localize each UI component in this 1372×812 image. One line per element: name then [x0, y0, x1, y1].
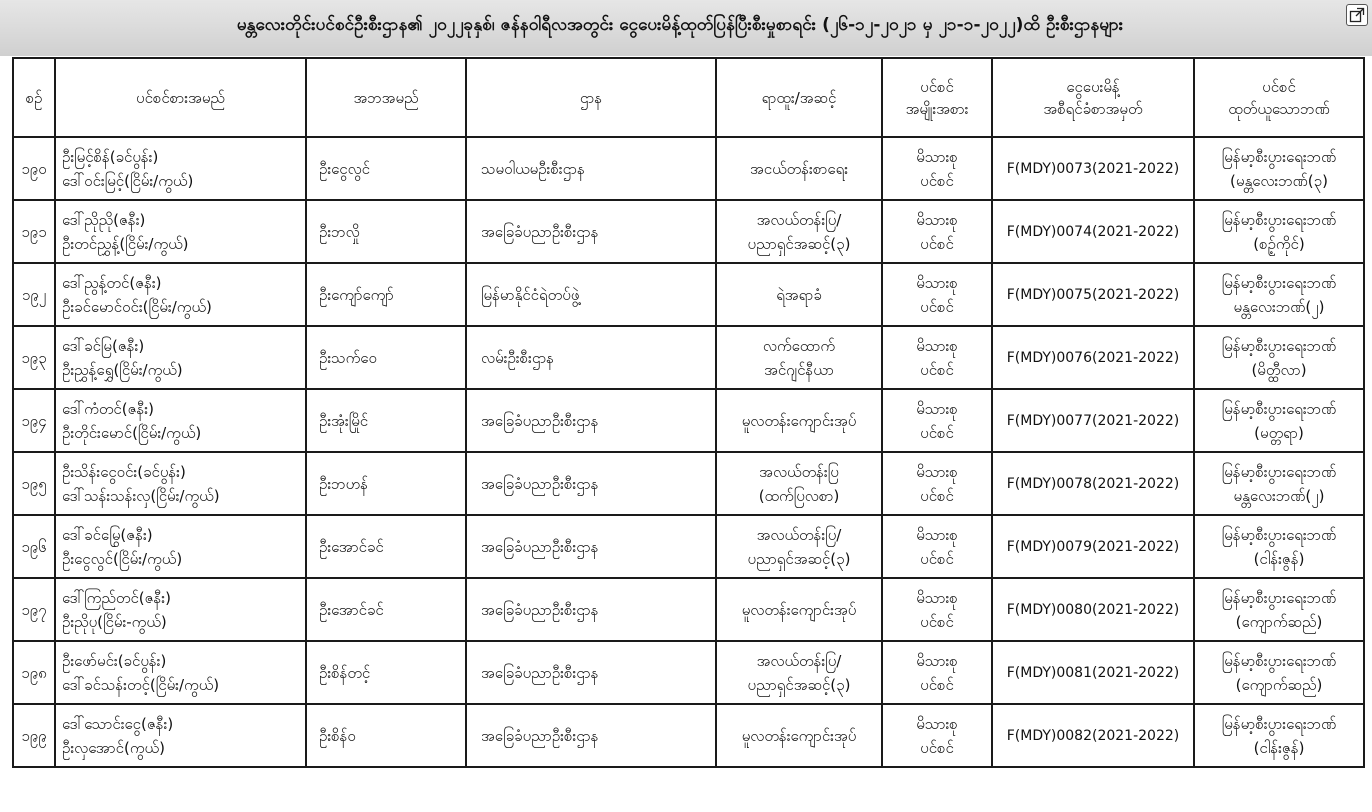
- cell-pension-type-line: ပင်စင်: [920, 297, 954, 316]
- cell-rank: [716, 704, 882, 767]
- cell-father-name-text: ဦးဘဟန်: [319, 474, 369, 493]
- cell-father-name: [306, 263, 466, 326]
- cell-order-number: [992, 389, 1194, 452]
- cell-order-number-text: F(MDY)0078(2021-2022): [1006, 475, 1180, 492]
- cell-rank-line: (ထက်ပြလစာ): [758, 486, 840, 505]
- cell-order-number: [992, 326, 1194, 389]
- cell-pensioner-name-line: ဒေါ်ကံတင်(ဇနီး): [62, 399, 154, 418]
- header-father-name: [306, 58, 466, 137]
- cell-rank-line: ပညာရှင်အဆင့်(၃): [747, 549, 851, 568]
- cell-pension-type: [882, 326, 992, 389]
- cell-pensioner-name: [55, 704, 306, 767]
- cell-order-number-text: F(MDY)0082(2021-2022): [1006, 727, 1180, 744]
- header-serial: [13, 58, 55, 137]
- cell-bank-line: မြန်မာ့စီးပွားရေးဘဏ်: [1221, 399, 1337, 418]
- cell-pension-type-line: ပင်စင်: [920, 612, 954, 631]
- cell-father-name-text: ဦးသက်ဝေ: [319, 348, 377, 367]
- cell-bank-line: (မိတ္ထီလာ): [1251, 360, 1307, 379]
- cell-rank: [716, 389, 882, 452]
- cell-rank-line: အငယ်တန်းစာရေး: [750, 159, 848, 178]
- cell-rank: [716, 137, 882, 200]
- cell-department-text: အခြေခံပညာဦးစီးဌာန: [481, 411, 599, 430]
- cell-department-text: အခြေခံပညာဦးစီးဌာန: [481, 726, 599, 745]
- header-pensioner-name: [55, 58, 306, 137]
- cell-bank: [1194, 263, 1364, 326]
- cell-rank-line: ပညာရှင်အဆင့်(၃): [747, 234, 851, 253]
- header-rank: [716, 58, 882, 137]
- cell-department: [466, 326, 716, 389]
- cell-pensioner-name: [55, 452, 306, 515]
- cell-bank-line: မြန်မာ့စီးပွားရေးဘဏ်: [1221, 588, 1337, 607]
- header-label: ပင်စင်စားအမည်: [136, 88, 225, 107]
- cell-serial-text: ၁၉၂: [21, 285, 47, 304]
- header-label: စဉ်: [25, 88, 43, 107]
- cell-pensioner-name: [55, 200, 306, 263]
- cell-bank: [1194, 137, 1364, 200]
- cell-serial: [13, 326, 55, 389]
- cell-serial: [13, 200, 55, 263]
- cell-department-text: အခြေခံပညာဦးစီးဌာန: [481, 600, 599, 619]
- cell-rank: [716, 326, 882, 389]
- cell-bank-line: မြန်မာ့စီးပွားရေးဘဏ်: [1221, 525, 1337, 544]
- cell-bank-line: (မတ္တရာ): [1254, 423, 1304, 442]
- cell-pensioner-name: [55, 137, 306, 200]
- cell-bank: [1194, 704, 1364, 767]
- cell-department: [466, 389, 716, 452]
- cell-father-name: [306, 326, 466, 389]
- cell-serial: [13, 641, 55, 704]
- cell-serial-text: ၁၉၅: [21, 474, 47, 493]
- cell-pensioner-name: [55, 326, 306, 389]
- cell-father-name-text: ဦးစိန်ဝ: [319, 726, 356, 745]
- header-pension-type: [882, 58, 992, 137]
- cell-rank-line: လက်ထောက်: [762, 336, 836, 355]
- cell-department: [466, 200, 716, 263]
- header-label: ဌာန: [579, 88, 603, 107]
- cell-pensioner-name-line: ဒေါ်ညိုညို(ဇနီး): [62, 210, 146, 229]
- cell-pension-type-line: ပင်စင်: [920, 486, 954, 505]
- cell-order-number-text: F(MDY)0075(2021-2022): [1006, 286, 1180, 303]
- cell-serial-text: ၁၉၁: [21, 222, 47, 241]
- table-row: [13, 263, 1364, 326]
- cell-serial-text: ၁၉၆: [21, 537, 47, 556]
- cell-father-name: [306, 515, 466, 578]
- cell-pension-type-line: ပင်စင်: [920, 549, 954, 568]
- header-label: အမျိုးအစား: [905, 99, 969, 118]
- header-department: [466, 58, 716, 137]
- cell-father-name-text: ဦးစိန်တင့်: [319, 663, 371, 682]
- cell-pension-type-line: ပင်စင်: [920, 675, 954, 694]
- cell-father-name: [306, 578, 466, 641]
- table-row: [13, 137, 1364, 200]
- cell-pension-type: [882, 641, 992, 704]
- cell-serial-text: ၁၉၃: [21, 348, 47, 367]
- cell-rank: [716, 515, 882, 578]
- cell-bank: [1194, 452, 1364, 515]
- cell-bank-line: မြန်မာ့စီးပွားရေးဘဏ်: [1221, 651, 1337, 670]
- header-label: ပင်စင်: [920, 77, 954, 96]
- cell-rank-line: အလယ်တန်းပြ/: [756, 651, 842, 670]
- cell-pension-type-line: မိသားစု: [916, 399, 958, 418]
- pension-table: [12, 57, 1365, 768]
- cell-order-number-text: F(MDY)0077(2021-2022): [1006, 412, 1180, 429]
- cell-pension-type-line: မိသားစု: [916, 525, 958, 544]
- cell-rank-line: မူလတန်းကျောင်းအုပ်: [741, 411, 857, 430]
- cell-serial-text: ၁၉၇: [21, 600, 47, 619]
- cell-pensioner-name-line: ဦးဖော်မင်း(ခင်ပွန်း): [62, 651, 167, 670]
- cell-serial: [13, 137, 55, 200]
- cell-bank-line: (ကျောက်ဆည်): [1235, 675, 1323, 694]
- cell-rank: [716, 200, 882, 263]
- header-order-number: [992, 58, 1194, 137]
- header-label: ပင်စင်: [1262, 77, 1296, 96]
- cell-serial: [13, 263, 55, 326]
- cell-serial: [13, 704, 55, 767]
- cell-bank: [1194, 200, 1364, 263]
- table-row: [13, 452, 1364, 515]
- cell-pensioner-name-line: ဦးငွေလွင်(ငြိမ်း/ကွယ်): [62, 549, 183, 568]
- cell-pension-type: [882, 137, 992, 200]
- cell-pensioner-name-line: ဒေါ်သောင်းငွေ(ဇနီး): [62, 714, 174, 733]
- cell-pension-type-line: မိသားစု: [916, 147, 958, 166]
- cell-pensioner-name: [55, 263, 306, 326]
- cell-pension-type-line: ပင်စင်: [920, 423, 954, 442]
- cell-pensioner-name-line: ဦးညိုပု(ငြိမ်း-ကွယ်): [62, 612, 167, 631]
- cell-pensioner-name: [55, 641, 306, 704]
- cell-pensioner-name: [55, 515, 306, 578]
- cell-rank-line: မူလတန်းကျောင်းအုပ်: [741, 726, 857, 745]
- cell-pensioner-name-line: ဒေါ်ခင်သန်းတင့်(ငြိမ်း/ကွယ်): [62, 675, 220, 694]
- cell-serial: [13, 515, 55, 578]
- cell-order-number-text: F(MDY)0079(2021-2022): [1006, 538, 1180, 555]
- cell-serial-text: ၁၉၀: [21, 159, 47, 178]
- cell-department-text: အခြေခံပညာဦးစီးဌာန: [481, 537, 599, 556]
- cell-department: [466, 515, 716, 578]
- cell-pension-type-line: မိသားစု: [916, 462, 958, 481]
- cell-order-number-text: F(MDY)0074(2021-2022): [1006, 223, 1180, 240]
- cell-father-name: [306, 452, 466, 515]
- cell-rank: [716, 263, 882, 326]
- cell-serial: [13, 452, 55, 515]
- cell-order-number: [992, 263, 1194, 326]
- cell-rank-line: အလယ်တန်းပြ: [759, 462, 839, 481]
- cell-department-text: အခြေခံပညာဦးစီးဌာန: [481, 474, 599, 493]
- external-window-icon[interactable]: [1346, 4, 1368, 26]
- cell-bank-line: (ကျောက်ဆည်): [1235, 612, 1323, 631]
- cell-pension-type: [882, 200, 992, 263]
- document-title: မန္တလေးတိုင်းပင်စင်ဦးစီးဌာန၏ ၂၀၂၂ခုနှစ်၊ ဇန်နဝါရီလအတွင်း ငွေပေးမိန့်ထုတ်ပြန်ပြီးစီးမှုစာရင်း (၂၆-၁၂-၂၀၂၁ မှ ၂၁-၁-၂၀၂၂)ထိ ဦးစီးဌာနများ: [236, 15, 1124, 35]
- cell-pensioner-name-line: ဦးသိန်းငွေဝင်း(ခင်ပွန်း): [62, 462, 186, 481]
- cell-pension-type: [882, 452, 992, 515]
- cell-pensioner-name: [55, 389, 306, 452]
- cell-department: [466, 452, 716, 515]
- cell-pension-type-line: မိသားစု: [916, 273, 958, 292]
- title-bar: [0, 0, 1372, 56]
- cell-bank-line: (မန္တလေးဘဏ်(၃): [1230, 171, 1328, 190]
- cell-department-text: အခြေခံပညာဦးစီးဌာန: [481, 663, 599, 682]
- cell-pension-type: [882, 389, 992, 452]
- cell-rank-line: အလယ်တန်းပြ/: [756, 525, 842, 544]
- cell-department: [466, 263, 716, 326]
- cell-pensioner-name: [55, 578, 306, 641]
- cell-rank: [716, 641, 882, 704]
- cell-order-number-text: F(MDY)0073(2021-2022): [1006, 160, 1180, 177]
- cell-bank-line: မြန်မာ့စီးပွားရေးဘဏ်: [1221, 273, 1337, 292]
- cell-father-name-text: ဦးအုံးမြိုင်: [319, 411, 369, 430]
- cell-father-name: [306, 389, 466, 452]
- cell-serial-text: ၁၉၄: [21, 411, 47, 430]
- header-label: ရာထူး/အဆင့်: [761, 88, 837, 107]
- cell-pension-type: [882, 263, 992, 326]
- cell-department: [466, 137, 716, 200]
- cell-pensioner-name-line: ဦးခင်မောင်ဝင်း(ငြိမ်း/ကွယ်): [62, 297, 212, 316]
- table-body: [13, 137, 1364, 767]
- cell-bank-line: မြန်မာ့စီးပွားရေးဘဏ်: [1221, 147, 1337, 166]
- cell-pension-type-line: မိသားစု: [916, 210, 958, 229]
- cell-bank-line: (ငါန်းဇွန်): [1253, 738, 1305, 757]
- cell-order-number-text: F(MDY)0080(2021-2022): [1006, 601, 1180, 618]
- cell-serial-text: ၁၉၈: [21, 663, 47, 682]
- cell-pension-type-line: ပင်စင်: [920, 360, 954, 379]
- cell-father-name: [306, 704, 466, 767]
- table-row: [13, 326, 1364, 389]
- cell-pensioner-name-line: ဦးတိုင်းမောင်(ငြိမ်း/ကွယ်): [62, 423, 202, 442]
- cell-pension-type-line: မိသားစု: [916, 714, 958, 733]
- cell-pension-type: [882, 704, 992, 767]
- cell-rank-line: ပညာရှင်အဆင့်(၃): [747, 675, 851, 694]
- cell-pension-type-line: မိသားစု: [916, 651, 958, 670]
- cell-department-text: သမဝါယမဦးစီးဌာန: [481, 159, 585, 178]
- cell-pensioner-name-line: ဒေါ်ခင်မြွေ(ဇနီး): [62, 525, 153, 544]
- cell-pension-type: [882, 515, 992, 578]
- header-label: ထုတ်ယူသောဘဏ်: [1228, 99, 1330, 118]
- cell-pension-type-line: မိသားစု: [916, 588, 958, 607]
- cell-order-number: [992, 452, 1194, 515]
- cell-rank-line: အလယ်တန်းပြ/: [756, 210, 842, 229]
- cell-father-name-text: ဦးကျော်ကျော်: [319, 285, 394, 304]
- cell-serial: [13, 389, 55, 452]
- cell-order-number: [992, 704, 1194, 767]
- cell-pensioner-name-line: ဒေါ်ညွန့်တင်(ဇနီး): [62, 273, 162, 292]
- cell-pensioner-name-line: ဦးလှအောင်(ကွယ်): [62, 738, 165, 757]
- cell-bank: [1194, 578, 1364, 641]
- cell-rank-line: မူလတန်းကျောင်းအုပ်: [741, 600, 857, 619]
- cell-father-name-text: ဦးငွေလွင်: [319, 159, 370, 178]
- cell-father-name-text: ဦးဘလှို: [319, 222, 360, 241]
- cell-pension-type-line: ပင်စင်: [920, 171, 954, 190]
- cell-pension-type: [882, 578, 992, 641]
- cell-order-number-text: F(MDY)0076(2021-2022): [1006, 349, 1180, 366]
- cell-pensioner-name-line: ဦးတင်ညွှန့်(ငြိမ်း/ကွယ်): [62, 234, 189, 253]
- cell-father-name: [306, 641, 466, 704]
- header-label: အစီရင်ခံစာအမှတ်: [1043, 99, 1143, 118]
- cell-bank-line: မြန်မာ့စီးပွားရေးဘဏ်: [1221, 210, 1337, 229]
- cell-bank-line: မြန်မာ့စီးပွားရေးဘဏ်: [1221, 714, 1337, 733]
- cell-order-number: [992, 641, 1194, 704]
- cell-pensioner-name-line: ဒေါ်ခင်မြ(ဇနီး): [62, 336, 145, 355]
- table-row: [13, 515, 1364, 578]
- cell-bank: [1194, 389, 1364, 452]
- cell-order-number: [992, 515, 1194, 578]
- cell-bank: [1194, 515, 1364, 578]
- cell-rank-line: အင်ဂျင်နီယာ: [764, 360, 834, 379]
- cell-bank: [1194, 641, 1364, 704]
- cell-department: [466, 578, 716, 641]
- cell-father-name: [306, 137, 466, 200]
- cell-pension-type-line: ပင်စင်: [920, 234, 954, 253]
- cell-rank: [716, 578, 882, 641]
- table-row: [13, 200, 1364, 263]
- cell-bank: [1194, 326, 1364, 389]
- cell-father-name-text: ဦးအောင်ခင်: [319, 600, 384, 619]
- table-row: [13, 641, 1364, 704]
- cell-order-number-text: F(MDY)0081(2021-2022): [1006, 664, 1180, 681]
- table-row: [13, 389, 1364, 452]
- cell-bank-line: မြန်မာ့စီးပွားရေးဘဏ်: [1221, 462, 1337, 481]
- cell-bank-line: မြန်မာ့စီးပွားရေးဘဏ်: [1221, 336, 1337, 355]
- cell-pension-type-line: မိသားစု: [916, 336, 958, 355]
- header-bank: [1194, 58, 1364, 137]
- cell-department: [466, 704, 716, 767]
- cell-father-name: [306, 200, 466, 263]
- cell-order-number: [992, 578, 1194, 641]
- cell-department-text: မြန်မာနိုင်ငံရဲတပ်ဖွဲ့: [481, 285, 580, 304]
- cell-department-text: အခြေခံပညာဦးစီးဌာန: [481, 222, 599, 241]
- cell-pensioner-name-line: ဒေါ်သန်းသန်းလှ(ငြိမ်း/ကွယ်): [62, 486, 220, 505]
- cell-serial: [13, 578, 55, 641]
- table-row: [13, 578, 1364, 641]
- cell-bank-line: (ငါန်းဇွန်): [1253, 549, 1305, 568]
- cell-rank: [716, 452, 882, 515]
- cell-serial-text: ၁၉၉: [21, 726, 47, 745]
- cell-pensioner-name-line: ဦးညွှန့်ရွှေ(ငြိမ်း/ကွယ်): [62, 360, 183, 379]
- cell-rank-line: ရဲအရာခံ: [776, 285, 822, 304]
- cell-father-name-text: ဦးအောင်ခင်: [319, 537, 384, 556]
- header-label: ငွေပေးမိန့်: [1066, 77, 1120, 96]
- cell-pension-type-line: ပင်စင်: [920, 738, 954, 757]
- cell-department-text: လမ်းဦးစီးဌာန: [481, 348, 555, 367]
- cell-order-number: [992, 137, 1194, 200]
- cell-pensioner-name-line: ဦးမြင့်စိန်(ခင်ပွန်း): [62, 147, 159, 166]
- header-label: အဘအမည်: [353, 88, 419, 107]
- cell-department: [466, 641, 716, 704]
- cell-order-number: [992, 200, 1194, 263]
- cell-bank-line: မန္တလေးဘဏ်(၂): [1233, 486, 1325, 505]
- cell-pensioner-name-line: ဒေါ်ဝင်းမြင့်(ငြိမ်း/ကွယ်): [62, 171, 194, 190]
- table-header-row: [13, 58, 1364, 137]
- cell-bank-line: (စဉ့်ကိုင်): [1253, 234, 1305, 253]
- table-row: [13, 704, 1364, 767]
- cell-bank-line: မန္တလေးဘဏ်(၂): [1233, 297, 1325, 316]
- cell-pensioner-name-line: ဒေါ်ကြည်တင်(ဇနီး): [62, 588, 171, 607]
